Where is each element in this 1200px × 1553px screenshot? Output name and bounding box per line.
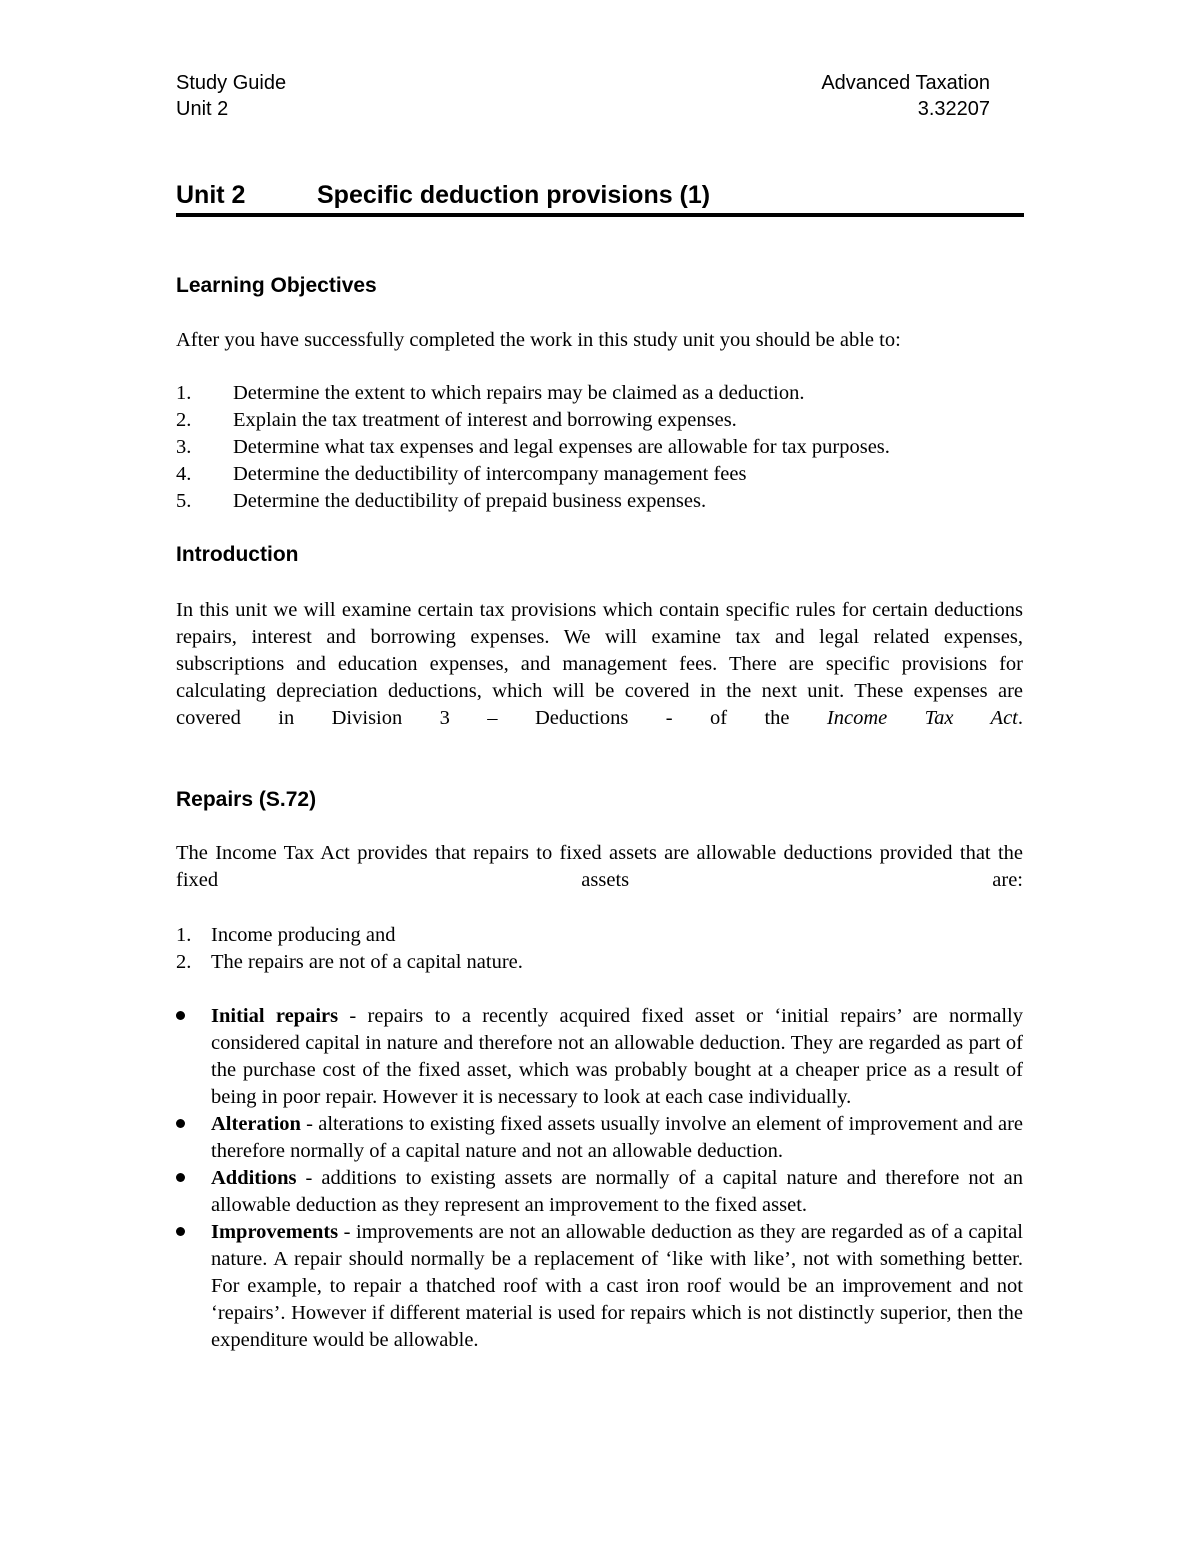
item-number: 2. (176, 951, 192, 973)
objectives-list (176, 380, 1023, 515)
running-header-line-1 (176, 71, 990, 95)
item-number: 1. (176, 924, 192, 946)
header-course-name: Advanced Taxation (821, 72, 990, 94)
page-title (176, 179, 1024, 217)
running-header-line-2 (176, 97, 990, 121)
title-unit: Unit 2 (176, 181, 246, 209)
list-item (176, 949, 1023, 976)
item-text: Determine what tax expenses and legal expenses are allowable for tax purposes. (233, 436, 890, 458)
bullet-term: Additions (211, 1167, 297, 1189)
item-text: Explain the tax treatment of interest and borrowing expenses. (233, 409, 737, 431)
item-text: Determine the deductibility of prepaid business expenses. (233, 490, 707, 512)
item-text: The repairs are not of a capital nature. (211, 951, 523, 973)
repairs-heading: Repairs (S.72) (176, 788, 317, 811)
list-item (176, 1003, 1023, 1111)
introduction-text: In this unit we will examine certain tax provisions which contain specific rules for certain deductions repairs, interest and borrowing expenses. We will examine tax and legal related expenses, subscriptions and education expenses, and management fees. There are specific provisions for calculating depreciation deductions, which will be covered in the next unit. These expenses are covered in Division 3 – Deductions - of the (176, 599, 1023, 729)
bullet-term: Improvements (211, 1221, 339, 1243)
repairs-bullet-list (176, 1003, 1023, 1354)
bullet-icon (176, 1173, 185, 1182)
item-number: 5. (176, 490, 192, 512)
list-item (176, 922, 1023, 949)
repairs-intro: The Income Tax Act provides that repairs to fixed assets are allowable deductions provided that the fixed assets are: (176, 842, 1023, 891)
list-item (176, 1111, 1023, 1165)
item-text: Determine the extent to which repairs may be claimed as a deduction. (233, 382, 805, 404)
bullet-icon (176, 1011, 185, 1020)
learning-objectives-heading: Learning Objectives (176, 274, 377, 297)
bullet-icon (176, 1119, 185, 1128)
header-study-guide: Study Guide (176, 72, 287, 94)
bullet-text: - alterations to existing fixed assets usually involve an element of improvement and are therefore normally of a capital nature and not an allowable deduction. (211, 1113, 1023, 1162)
introduction-paragraph (176, 597, 1023, 759)
introduction-heading: Introduction (176, 543, 299, 566)
bullet-icon (176, 1227, 185, 1236)
introduction-act-name: Income Tax Act (826, 707, 1018, 729)
item-number: 2. (176, 409, 192, 431)
item-number: 4. (176, 463, 192, 485)
repairs-conditions-list (176, 922, 1023, 976)
bullet-text: - additions to existing assets are normally of a capital nature and therefore not an allowable deduction as they represent an improvement to the fixed asset. (211, 1167, 1023, 1216)
list-item (176, 461, 1023, 488)
learning-objectives-intro: After you have successfully completed the work in this study unit you should be able to: (176, 329, 901, 351)
header-course-code: 3.32207 (917, 98, 990, 120)
list-item (176, 434, 1023, 461)
bullet-term: Initial repairs (211, 1005, 339, 1027)
title-name: Specific deduction provisions (1) (317, 181, 711, 209)
list-item (176, 488, 1023, 515)
item-number: 3. (176, 436, 192, 458)
list-item (176, 1219, 1023, 1354)
list-item (176, 1165, 1023, 1219)
bullet-text: - repairs to a recently acquired fixed asset or ‘initial repairs’ are normally considered capital in nature and therefore not an allowable deduction. They are regarded as part of the purchase cost of the fixed asset, which was probably bought at a cheaper price as a result of being in poor repair. However it is necessary to look at each case individually. (211, 1005, 1023, 1108)
list-item (176, 380, 1023, 407)
item-text: Determine the deductibility of intercompany management fees (233, 463, 747, 485)
bullet-term: Alteration (211, 1113, 301, 1135)
item-number: 1. (176, 382, 192, 404)
bullet-text: - improvements are not an allowable deduction as they are regarded as of a capital nature. A repair should normally be a replacement of ‘like with like’, not with something better. For example, to repair a thatched roof with a cast iron roof would be an improvement and not ‘repairs’. However if different material is used for repairs which is not distinctly superior, then the expenditure would be allowable. (211, 1221, 1023, 1351)
introduction-text-end: . (1017, 707, 1023, 729)
item-text: Income producing and (211, 924, 396, 946)
list-item (176, 407, 1023, 434)
header-unit: Unit 2 (176, 98, 229, 120)
